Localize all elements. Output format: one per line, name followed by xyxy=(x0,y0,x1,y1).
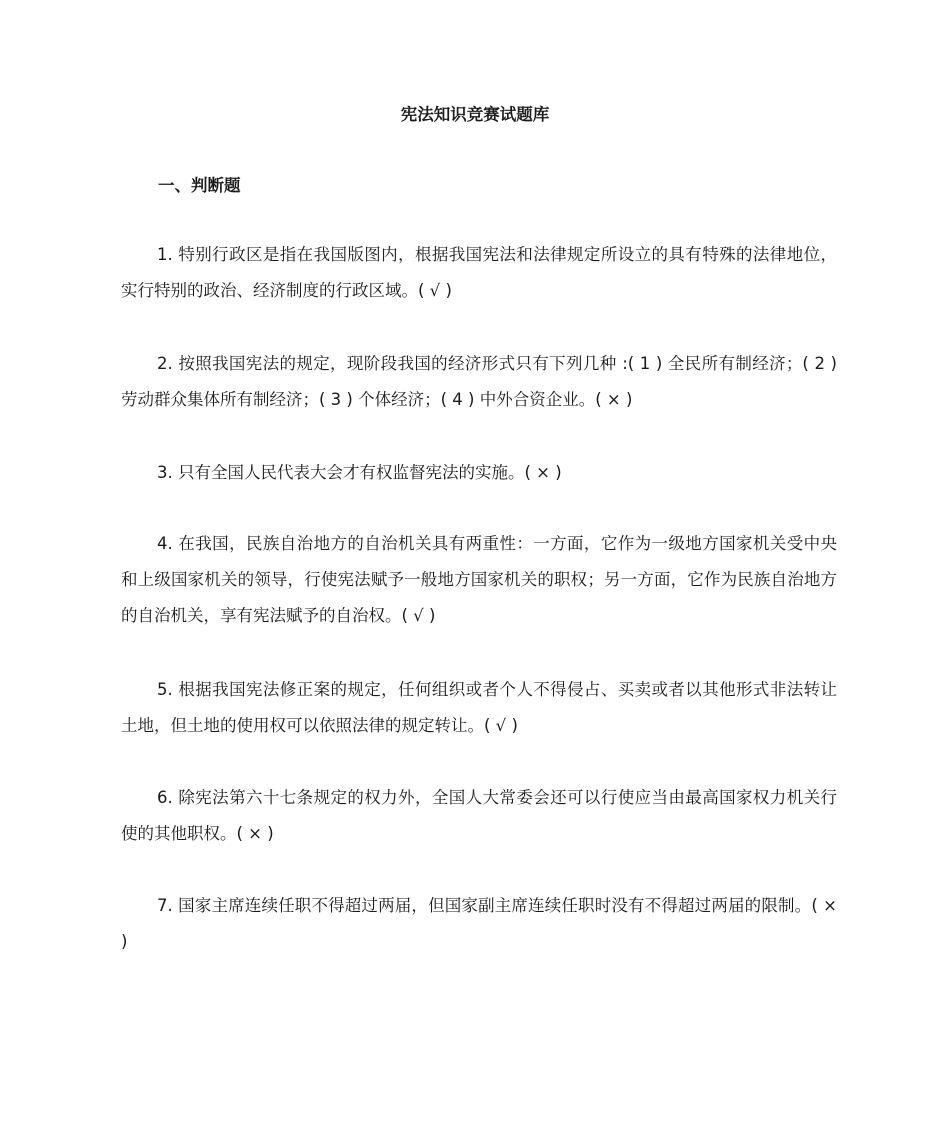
section-heading: 一、判断题 xyxy=(158,176,241,195)
question-6: 6. 除宪法第六十七条规定的权力外，全国人大常委会还可以行使应当由最高国家权力机关行使的其他职权。( × ) xyxy=(121,788,837,843)
question-3: 3. 只有全国人民代表大会才有权监督宪法的实施。( × ) xyxy=(157,463,562,482)
question-1: 1. 特别行政区是指在我国版图内，根据我国宪法和法律规定所设立的具有特殊的法律地位，实行特别的政治、经济制度的行政区域。( √ ) xyxy=(121,245,837,300)
question-4: 4. 在我国，民族自治地方的自治机关具有两重性：一方面，它作为一级地方国家机关受中央和上级国家机关的领导，行使宪法赋予一般地方国家机关的职权；另一方面，它作为民族自治地方的自治机关，享有宪法赋予的自治权。( √ ) xyxy=(121,534,837,625)
question-2: 2. 按照我国宪法的规定，现阶段我国的经济形式只有下列几种 :( 1 ) 全民所有制经济；( 2 ) 劳动群众集体所有制经济；( 3 ) 个体经济；( 4 ) 中外合资企业。( × ) xyxy=(121,354,837,409)
question-5: 5. 根据我国宪法修正案的规定，任何组织或者个人不得侵占、买卖或者以其他形式非法转让土地，但土地的使用权可以依照法律的规定转让。( √ ) xyxy=(121,680,837,735)
question-7: 7. 国家主席连续任职不得超过两届，但国家副主席连续任职时没有不得超过两届的限制。( × ) xyxy=(121,896,837,951)
document-title: 宪法知识竞赛试题库 xyxy=(400,105,550,124)
